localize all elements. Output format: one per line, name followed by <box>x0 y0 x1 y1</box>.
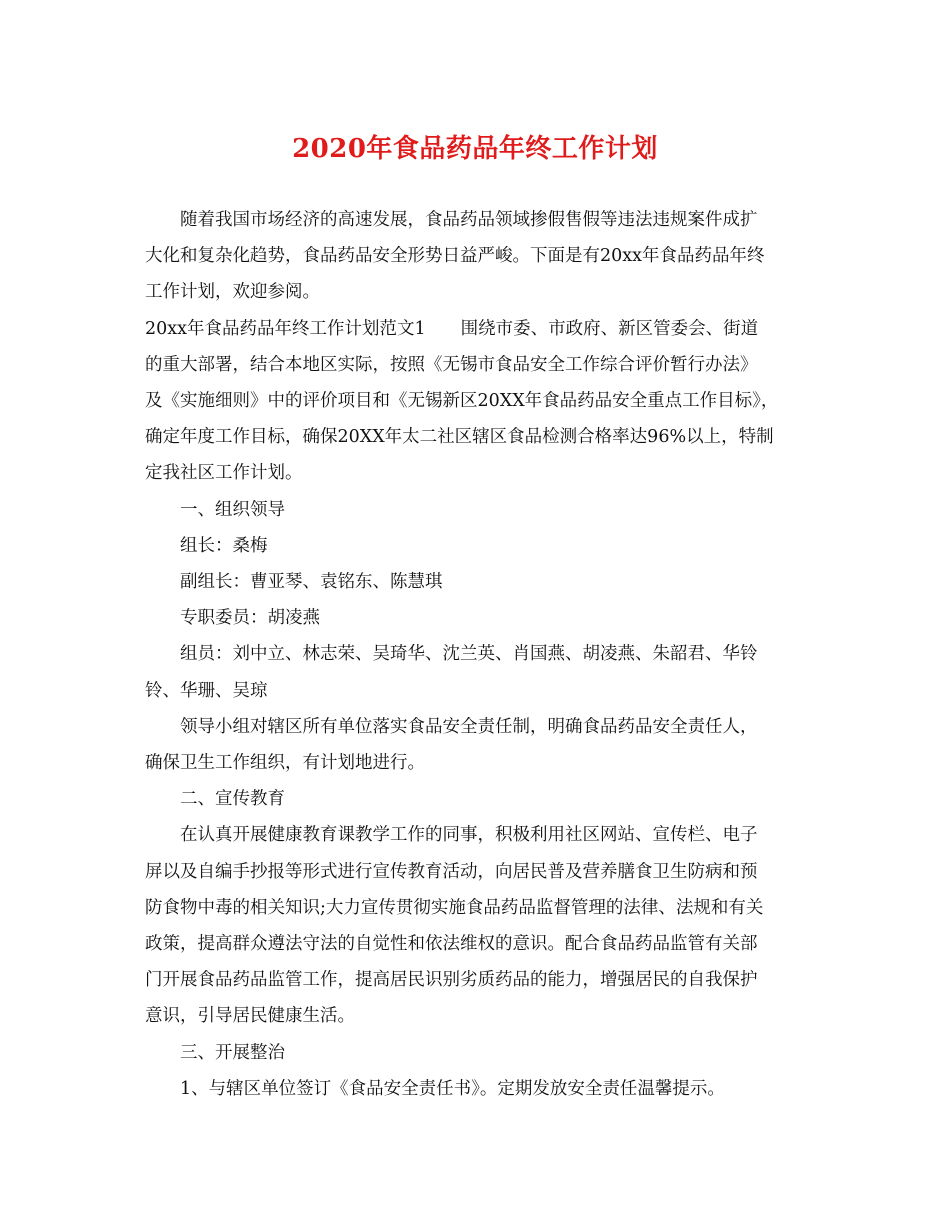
paragraph-line: 1、与辖区单位签订《食品安全责任书》。定期发放安全责任温馨提示。 <box>180 1078 725 1099</box>
paragraph-line: 领导小组对辖区所有单位落实食品安全责任制，明确食品药品安全责任人， <box>180 716 758 737</box>
section-heading: 一、组织领导 <box>180 499 285 520</box>
section-heading: 三、开展整治 <box>180 1042 285 1063</box>
paragraph-line: 的重大部署，结合本地区实际，按照《无锡市食品安全工作综合评价暂行办法》 <box>145 354 758 375</box>
paragraph-line: 在认真开展健康教育课教学工作的同事，积极利用社区网站、宣传栏、电子 <box>180 825 758 846</box>
paragraph-line: 随着我国市场经济的高速发展，食品药品领域掺假售假等违法违规案件成扩 <box>180 210 758 230</box>
document-title: 2020年食品药品年终工作计划 <box>292 134 658 164</box>
paragraph-line: 铃、华珊、吴琼 <box>145 680 268 701</box>
paragraph-line: 防食物中毒的相关知识;大力宣传贯彻实施食品药品监督管理的法律、法规和有关 <box>145 897 764 918</box>
paragraph-line: 20xx年食品药品年终工作计划范文1 围绕市委、市政府、新区管委会、街道 <box>145 318 759 339</box>
paragraph-line: 政策，提高群众遵法守法的自觉性和依法维权的意识。配合食品药品监管有关部 <box>145 934 758 955</box>
paragraph-line: 组长：桑梅 <box>180 535 268 556</box>
paragraph-line: 及《实施细则》中的评价项目和《无锡新区20XX年食品药品安全重点工作目标》， <box>145 391 779 412</box>
paragraph-line: 定我社区工作计划。 <box>145 463 303 484</box>
paragraph-line: 大化和复杂化趋势，食品药品安全形势日益严峻。下面是有20xx年食品药品年终 <box>145 246 765 267</box>
paragraph-line: 确保卫生工作组织，有计划地进行。 <box>145 753 425 774</box>
paragraph-line: 工作计划，欢迎参阅。 <box>145 282 320 303</box>
paragraph-line: 专职委员：胡凌燕 <box>180 608 320 629</box>
paragraph-line: 确定年度工作目标，确保20XX年太二社区辖区食品检测合格率达96%以上，特制 <box>145 427 774 448</box>
paragraph-line: 意识，引导居民健康生活。 <box>145 1006 355 1027</box>
document-body <box>145 202 815 1107</box>
paragraph-line: 门开展食品药品监管工作，提高居民识别劣质药品的能力，增强居民的自我保护 <box>145 970 758 991</box>
paragraph-line: 屏以及自编手抄报等形式进行宣传教育活动，向居民普及营养膳食卫生防病和预 <box>145 861 758 882</box>
section-heading: 二、宣传教育 <box>180 789 285 810</box>
paragraph-line: 组员：刘中立、林志荣、吴琦华、沈兰英、肖国燕、胡凌燕、朱韶君、华铃 <box>180 644 758 665</box>
paragraph-line: 副组长：曹亚琴、袁铭东、陈慧琪 <box>180 572 443 593</box>
